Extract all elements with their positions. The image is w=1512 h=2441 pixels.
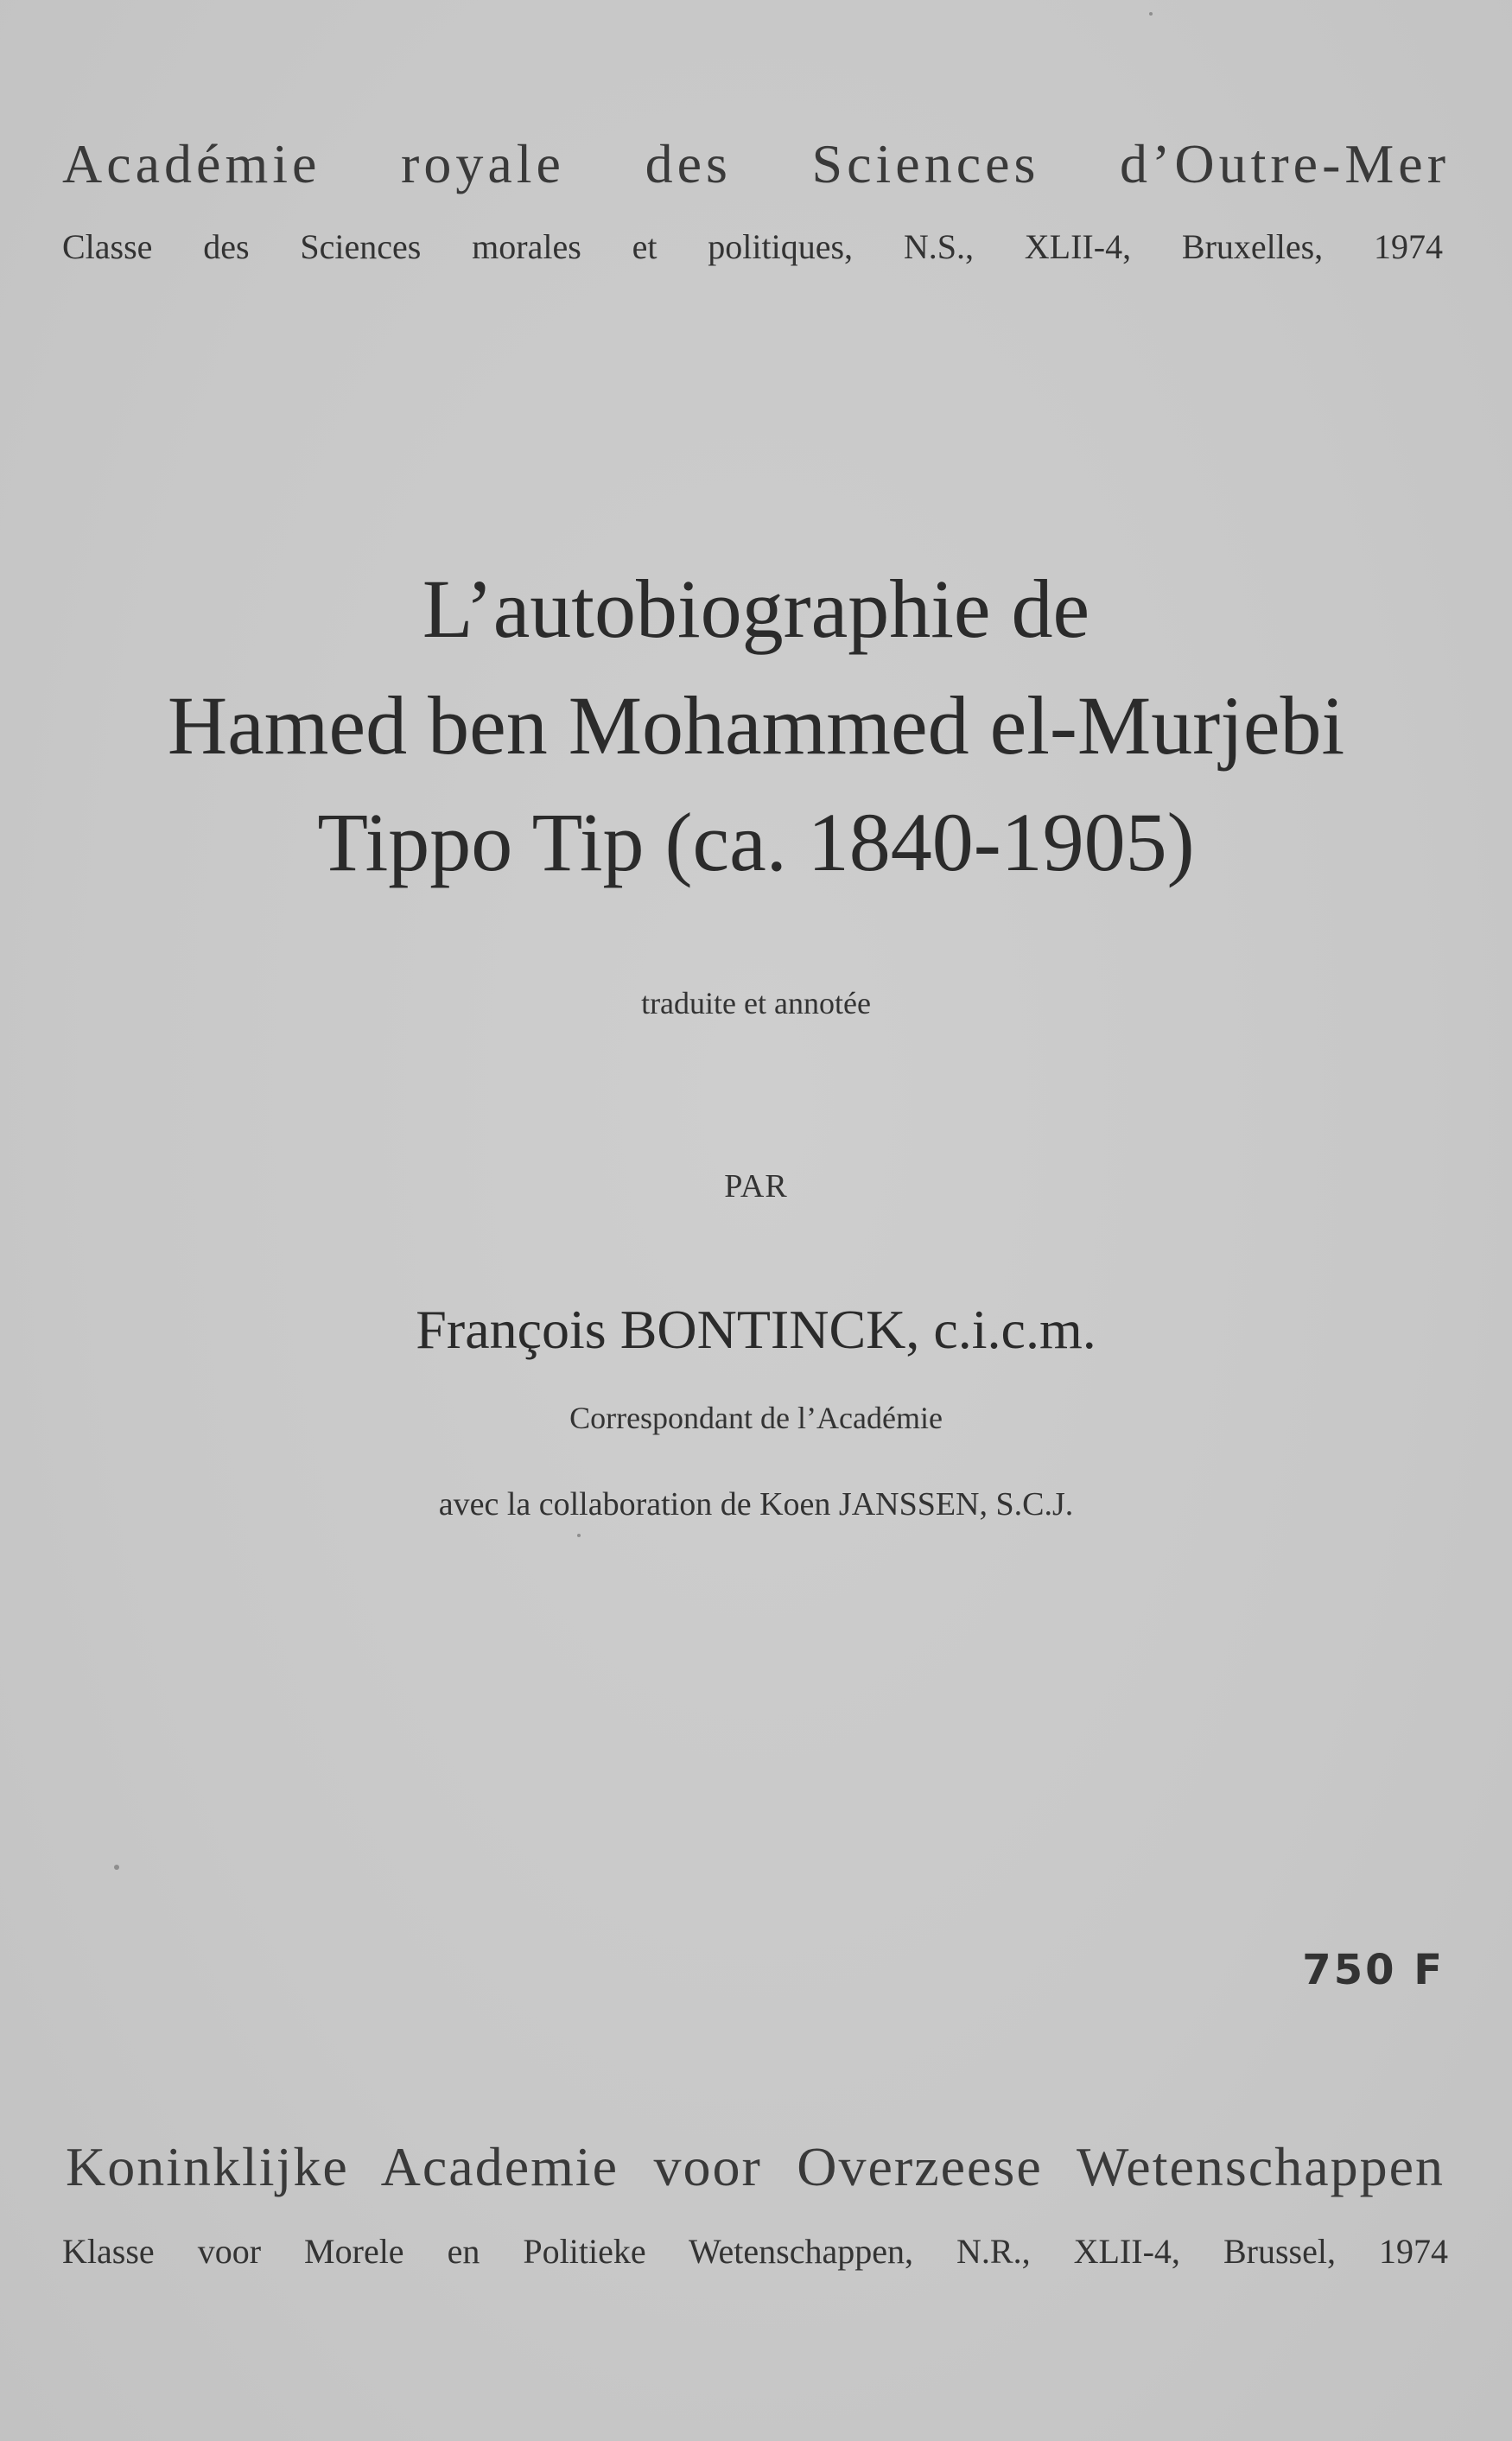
title-line-1: L’autobiographie de xyxy=(422,563,1090,655)
class-series-dutch: Klasse voor Morele en Politieke Wetenschappen, N.R., XLII-4, Brussel, 1974 xyxy=(62,2232,1448,2271)
by-label: PAR xyxy=(724,1168,788,1205)
title-line-3: Tippo Tip (ca. 1840-1905) xyxy=(317,796,1195,888)
academy-name-french: Académie royale des Sciences d’Outre-Mer xyxy=(62,133,1450,194)
author-role: Correspondant de l’Académie xyxy=(569,1401,943,1435)
author-name: François BONTINCK, c.i.c.m. xyxy=(416,1299,1096,1360)
title-line-2: Hamed ben Mohammed el-Murjebi xyxy=(167,679,1345,772)
paper-speck xyxy=(114,1865,119,1870)
translated-note: traduite et annotée xyxy=(641,986,871,1020)
paper-speck xyxy=(577,1534,581,1537)
collaboration-note: avec la collaboration de Koen JANSSEN, S.C.J. xyxy=(438,1486,1074,1522)
class-series-french: Classe des Sciences morales et politiques, N.S., XLII-4, Bruxelles, 1974 xyxy=(62,227,1443,266)
academy-name-dutch: Koninklijke Academie voor Overzeese Wetenschappen xyxy=(66,2136,1445,2197)
price-label: 750 F xyxy=(1302,1946,1445,1994)
paper-speck xyxy=(1149,12,1153,16)
